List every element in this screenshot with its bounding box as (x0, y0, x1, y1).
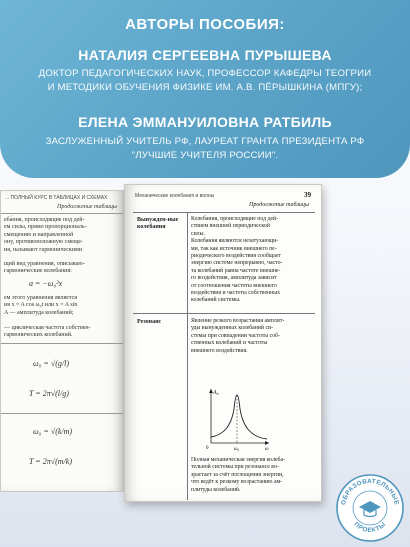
author-1-desc-line-1: ДОКТОР ПЕДАГОГИЧЕСКИХ НАУК, ПРОФЕССОР КАФЕДРЫ ТЕОГРИИ (38, 68, 372, 79)
definition-line: стемы при совпадении частоты соб- (191, 332, 280, 339)
term-forced-oscillations: Вынужден-ные колебания (137, 217, 179, 230)
definition-line: го воздействия, амплитуда зависит (191, 275, 277, 282)
definition-line: ми, так как источник внешнего пе- (191, 245, 277, 252)
left-text-line: ия x = A cos ω₀t или x = A sin (4, 302, 78, 309)
definition-line: что ведёт к резкому возрастанию ам- (191, 479, 283, 486)
authors-heading: АВТОРЫ ПОСОБИЯ: (125, 16, 285, 33)
left-text-line: гармонические колебания: (4, 268, 72, 275)
author-2-description (10, 135, 400, 163)
logo-text-bottom: ПРОЕКТЫ (352, 520, 388, 535)
left-table-rule (1, 413, 124, 414)
definition-line: ствием внешней периодической (191, 223, 270, 230)
right-page-header: Механические колебания и волны (135, 193, 215, 199)
graph-omega-label: ω (265, 447, 269, 451)
author-1-name: НАТАЛИЯ СЕРГЕЕВНА ПУРЫШЕВА (78, 47, 332, 63)
left-page-header: ... ПОЛНЫЙ КУРС В ТАБЛИЦАХ И СХЕМАХ (5, 195, 108, 201)
definition-resonance-continued (191, 457, 311, 494)
graph-y-label: A₀ (213, 390, 219, 396)
book-left-page (0, 190, 124, 492)
definition-line: внешнего воздействия. (191, 347, 248, 354)
left-text-block-4 (4, 325, 120, 340)
definition-line: риодического воздействия сообщает (191, 253, 281, 260)
graph-x-arrow (265, 441, 269, 445)
open-book-photo (0, 184, 330, 502)
definition-line: Полная механическая энергия колеба- (191, 457, 285, 463)
definition-line: та колебаний равна частоте внешне- (191, 267, 281, 274)
definition-line: тельной системы при резонансе во- (191, 464, 279, 471)
left-text-line: A — амплитуда колебаний; (4, 309, 74, 316)
definition-line: воздействия и частоты собственных (191, 290, 281, 297)
authors-banner (0, 0, 410, 178)
definition-line: от соотношения частоты внешнего (191, 282, 277, 289)
definition-line: силы. (191, 230, 205, 237)
right-table-column-rule (187, 212, 188, 500)
definition-line: Явление резкого возрастания амплит- (191, 318, 285, 324)
resonance-curve-graph (203, 385, 273, 451)
definition-line: Колебания, происходящие под дей- (191, 216, 279, 222)
definition-line: Колебания являются незатухающи- (191, 238, 279, 245)
left-page-subheader: Продолжение таблицы (56, 204, 117, 210)
graph-origin-label: 0 (206, 446, 209, 451)
left-table-rule (1, 343, 124, 344)
left-text-line: щий вид уравнения, описываю- (4, 261, 85, 267)
author-1-description (10, 67, 400, 95)
author-2-desc-line-1: ЗАСЛУЖЕННЫЙ УЧИТЕЛЬ РФ, ЛАУРЕАТ ГРАНТА ПРЕЗИДЕНТА РФ (45, 136, 365, 147)
left-text-line: — циклическая частота собствен- (4, 325, 91, 331)
definition-line: плитуды колебаний. (191, 486, 241, 493)
left-formula-acceleration: a = −ω₀²x (29, 279, 63, 288)
educational-projects-logo (335, 473, 405, 543)
author-2-desc-line-2: "ЛУЧШИЕ УЧИТЕЛЯ РОССИИ". (131, 150, 279, 161)
right-table-rule (133, 313, 315, 314)
left-text-line: ону, противоположную смеще- (4, 239, 84, 246)
author-2-name: ЕЛЕНА ЭММАНУИЛОВНА РАТБИЛЬ (78, 114, 332, 130)
left-text-block-1 (4, 217, 120, 254)
author-1-desc-line-2: И МЕТОДИКИ ОБУЧЕНИЯ ФИЗИКЕ ИМ. А.В. ПЁРЫШКИНА (МПГУ); (47, 82, 363, 93)
definition-line: зрастает за счёт поглощения энергии, (191, 471, 284, 478)
definition-line: энергию системе непрерывно, часто- (191, 260, 283, 267)
right-page-number: 39 (304, 191, 311, 199)
left-text-line: ем силы, прямо пропорциональ- (4, 224, 87, 231)
term-resonance: Резонанс (137, 319, 162, 325)
definition-line: колебаний системы. (191, 297, 241, 304)
resonance-curve (211, 395, 267, 439)
left-text-line: гармонических колебаний. (4, 332, 73, 339)
left-table-rule (1, 213, 124, 214)
definition-forced-oscillations (191, 216, 311, 305)
left-text-block-3 (4, 295, 120, 317)
right-table-rule (133, 212, 315, 213)
right-page-subheader: Продолжение таблицы (248, 202, 309, 208)
left-text-line: еба́ния, происходящие под дей- (4, 217, 85, 223)
left-text-line: смещению и направленной (4, 231, 74, 238)
definition-resonance (191, 318, 311, 355)
definition-line: уды вынужденных колебаний си- (191, 325, 274, 332)
left-formula-omega-spring: ω₀ = √(k/m) (33, 427, 73, 436)
left-text-line: ия, называют гармоническими (4, 246, 83, 253)
book-right-page (124, 184, 322, 502)
logo-text-top: ОБРАЗОВАТЕЛЬНЫЕ (340, 477, 400, 506)
graph-omega0-label: ω₀ (234, 447, 240, 451)
left-text-block-2 (4, 261, 120, 276)
left-text-line: ем этого уравнения является (4, 295, 77, 301)
definition-line: ственных колебаний и частоты (191, 340, 268, 347)
left-formula-period-pendulum: T = 2π√(l/g) (29, 389, 69, 398)
left-formula-period-spring: T = 2π√(m/k) (29, 457, 72, 466)
left-formula-omega-pendulum: ω₀ = √(g/l) (33, 359, 69, 368)
